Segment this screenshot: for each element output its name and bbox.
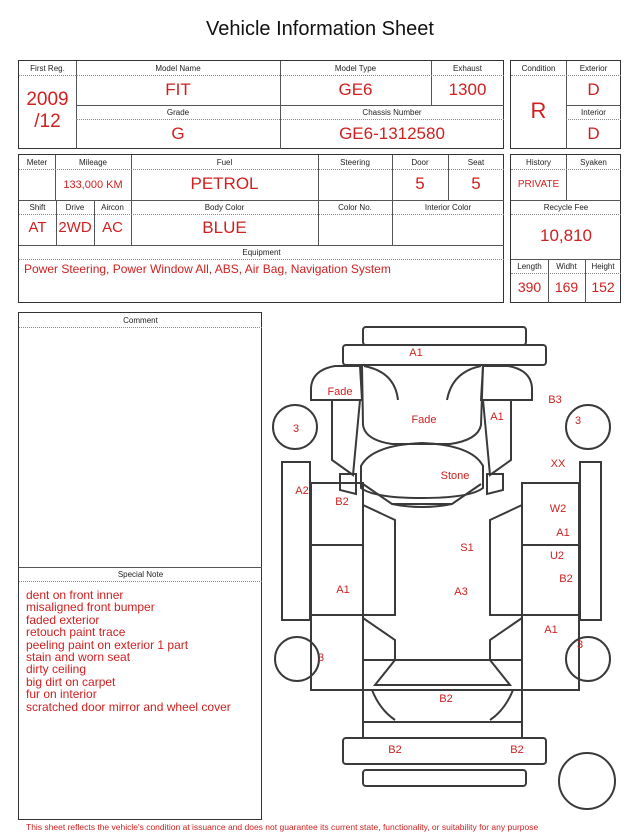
damage-mark: A3	[454, 586, 468, 598]
damage-mark: Fade	[327, 386, 353, 398]
shift-value: AT	[28, 219, 47, 236]
damage-mark: A1	[556, 527, 570, 539]
comment-box	[18, 312, 262, 820]
fuel-label: Fuel	[216, 158, 233, 167]
damage-mark: B2	[439, 693, 453, 705]
model-type-value: GE6	[338, 80, 373, 99]
recycle-fee-label: Recycle Fee	[543, 203, 589, 212]
interior-value: D	[587, 124, 600, 143]
model-info-box	[18, 60, 504, 149]
car-damage-diagram	[265, 318, 635, 823]
damage-mark: U2	[549, 550, 565, 562]
disclaimer-footer: This sheet reflects the vehicle's condition at issuance and does not guarantee its current state, functionality, or suitability for any purpose	[26, 822, 539, 832]
first-reg-month: /12	[34, 111, 61, 132]
exterior-label: Exterior	[579, 64, 608, 73]
length-label: Length	[517, 262, 542, 271]
damage-mark: 3	[317, 652, 325, 664]
damage-mark: Stone	[440, 470, 470, 482]
grade-value: G	[171, 124, 185, 143]
syaken-label: Syaken	[580, 158, 607, 167]
length-value: 390	[517, 279, 542, 295]
seat-value: 5	[471, 174, 481, 193]
seat-label: Seat	[467, 158, 485, 167]
shift-label: Shift	[29, 203, 46, 212]
special-note-item: dirty ceiling	[26, 662, 87, 677]
special-note-label: Special Note	[117, 570, 164, 579]
damage-mark: 3	[292, 423, 300, 435]
special-note-item: stain and worn seat	[26, 650, 131, 665]
history-box	[510, 154, 621, 303]
aircon-value: AC	[102, 219, 123, 236]
steering-label: Steering	[340, 158, 370, 167]
door-value: 5	[415, 174, 425, 193]
equipment-value: Power Steering, Power Window All, ABS, Air Bag, Navigation System	[24, 262, 391, 276]
damage-mark: B2	[335, 496, 349, 508]
body-color-label: Body Color	[204, 203, 245, 212]
mileage-label: Mileage	[78, 158, 107, 167]
special-note-list	[26, 589, 231, 713]
chassis-label: Chassis Number	[362, 108, 422, 117]
damage-mark: Fade	[411, 414, 437, 426]
history-value: PRIVATE	[517, 179, 560, 190]
damage-mark: B2	[388, 744, 402, 756]
comment-label: Comment	[123, 316, 158, 325]
meter-label: Meter	[26, 158, 48, 167]
special-note-item: misaligned front bumper	[26, 600, 155, 615]
drive-label: Drive	[65, 203, 85, 212]
chassis-value: GE6-1312580	[339, 124, 445, 143]
first-reg-year: 2009	[26, 89, 69, 110]
height-value: 152	[591, 279, 615, 295]
damage-mark: 3	[576, 639, 584, 651]
damage-mark: A2	[295, 485, 309, 497]
fuel-value: PETROL	[190, 174, 259, 193]
model-type-label: Model Type	[334, 64, 377, 73]
special-note-item: dent on front inner	[26, 588, 124, 602]
height-label: Height	[591, 262, 615, 271]
color-no-label: Color No.	[338, 203, 372, 212]
interior-color-label: Interior Color	[424, 203, 472, 212]
grade-label: Grade	[166, 108, 190, 117]
damage-mark: W2	[549, 503, 567, 515]
special-note-item: retouch paint trace	[26, 625, 126, 640]
exterior-value: D	[587, 80, 600, 99]
special-note-item: peeling paint on exterior 1 part	[26, 637, 189, 652]
body-color-value: BLUE	[202, 218, 247, 237]
width-label: Widht	[556, 262, 577, 271]
damage-mark: XX	[550, 458, 566, 470]
exhaust-value: 1300	[448, 80, 487, 99]
mileage-value: 133,000 KM	[63, 179, 123, 191]
condition-label: Condition	[521, 64, 556, 73]
history-label: History	[526, 158, 551, 167]
condition-value: R	[530, 98, 547, 123]
damage-mark: S1	[460, 542, 474, 554]
interior-label: Interior	[581, 108, 606, 117]
aircon-label: Aircon	[101, 203, 124, 212]
page-title: Vehicle Information Sheet	[206, 18, 434, 40]
special-note-item: fur on interior	[26, 687, 97, 702]
damage-mark: A1	[336, 584, 350, 596]
recycle-fee-value: 10,810	[540, 226, 592, 245]
damage-mark: B3	[548, 394, 562, 406]
damage-mark: A1	[409, 347, 423, 359]
exhaust-label: Exhaust	[453, 64, 482, 73]
special-note-item: faded exterior	[26, 612, 100, 627]
damage-mark: B2	[559, 573, 573, 585]
damage-mark: A1	[490, 411, 504, 423]
door-label: Door	[411, 158, 429, 167]
drive-value: 2WD	[58, 219, 92, 236]
condition-box	[510, 60, 621, 149]
damage-mark: B2	[510, 744, 524, 756]
equipment-label: Equipment	[242, 248, 281, 257]
special-note-item: big dirt on carpet	[26, 674, 116, 689]
first-reg-label: First Reg.	[30, 64, 65, 73]
damage-mark: A1	[544, 624, 558, 636]
model-name-value: FIT	[165, 80, 191, 99]
damage-mark: 3	[574, 415, 582, 427]
special-note-item: scratched door mirror and wheel cover	[26, 699, 231, 714]
spec-box	[18, 154, 504, 303]
width-value: 169	[554, 279, 579, 295]
model-name-label: Model Name	[155, 64, 201, 73]
